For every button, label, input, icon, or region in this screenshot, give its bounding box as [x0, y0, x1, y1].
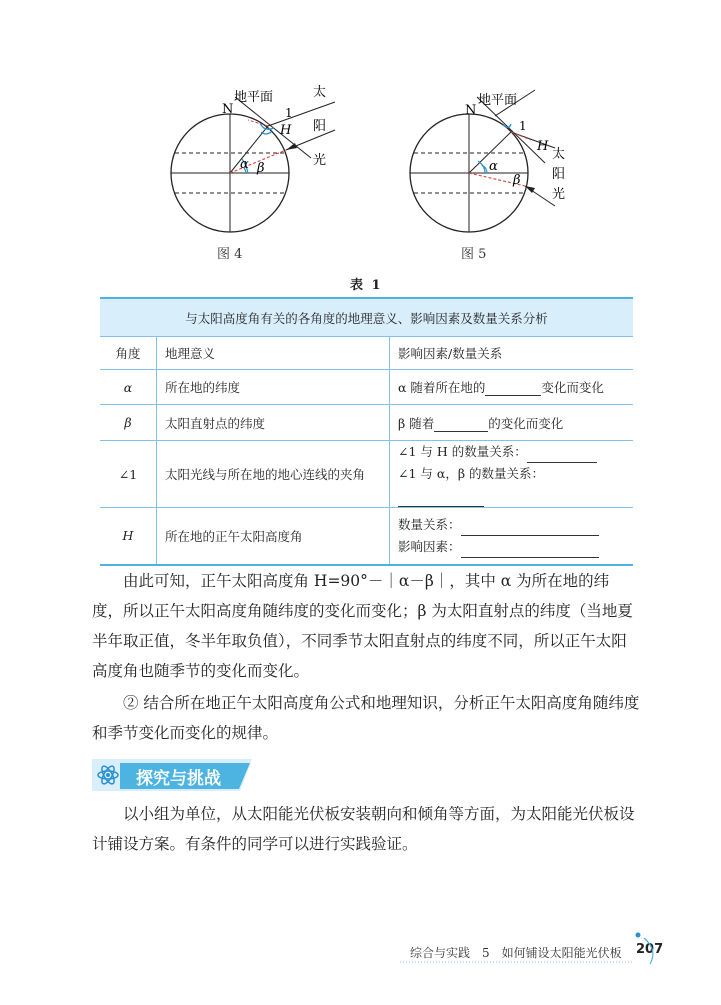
fig5-label-1: 1: [519, 119, 527, 133]
row-factors-line-2: 影响因素：: [398, 538, 461, 554]
table-row: [100, 508, 633, 565]
figure-5: [405, 88, 595, 278]
fig4-label-1: 1: [285, 106, 293, 120]
analysis-table: [100, 297, 633, 566]
section-header: [92, 759, 252, 791]
fig4-label-h: H: [280, 123, 292, 138]
row-factors: [390, 405, 634, 441]
row-angle: H: [100, 508, 157, 565]
figure-5-caption: 图 5: [461, 247, 487, 262]
fig5-label-alpha: α: [489, 159, 498, 174]
row-factors-text-b: 变化而变化: [541, 380, 604, 395]
table-row: [100, 370, 633, 405]
column-header-meaning: 地理意义: [157, 337, 390, 370]
fig5-sun-char-1: 太: [552, 147, 566, 162]
page-decoration: [400, 930, 665, 970]
page-number: 207: [636, 942, 664, 957]
section-title: 探究与挑战: [136, 769, 221, 789]
row-factors-line-1: 数量关系：: [398, 516, 461, 532]
fill-blank[interactable]: [485, 381, 541, 396]
fig5-label-beta: β: [513, 173, 521, 188]
fig5-sun-char-2: 阳: [552, 167, 566, 182]
fig5-label-n: N: [465, 103, 477, 118]
fig4-label-n: N: [222, 102, 234, 117]
table-title: 表 1: [350, 278, 383, 293]
row-factors-text-a: β 随着: [398, 415, 435, 431]
column-header-factors: 影响因素/数量关系: [390, 337, 634, 370]
table-row: [100, 405, 633, 441]
fig5-label-h: H: [537, 139, 549, 154]
row-meaning: 所在地的正午太阳高度角: [157, 508, 390, 565]
row-factors: [390, 441, 634, 508]
fill-blank[interactable]: [461, 543, 599, 558]
row-factors-line-1: ∠1 与 H 的数量关系：: [398, 444, 527, 459]
fig4-label-beta: β: [257, 161, 265, 176]
fill-blank[interactable]: [434, 417, 488, 432]
row-angle: β: [100, 405, 157, 441]
table-header-row: [100, 298, 633, 337]
row-factors: [390, 508, 634, 565]
column-header-angle: 角度: [100, 337, 157, 370]
paragraph-2: ② 结合所在地正午太阳高度角公式和地理知识，分析正午太阳高度角随纬度和季节变化而变化的规律。: [92, 694, 640, 742]
fig4-label-horizon: 地平面: [234, 90, 274, 105]
fig4-sun-char-2: 阳: [313, 119, 327, 134]
paragraph-1: 由此可知，正午太阳高度角 H=90°－｜α－β｜，其中 α 为所在地的纬度，所以正午太阳高度角随纬度的变化而变化；β 为太阳直射点的纬度（当地夏半年取正值，冬半年取负值），不同季节太阳直射点的纬度不同，所以正午太阳高度角也随季节的变化而变化。: [92, 572, 633, 680]
row-factors-line-2: ∠1 与 α，β 的数量关系：: [398, 466, 545, 481]
footer-text: 综合与实践 5 如何铺设太阳能光伏板: [410, 946, 622, 960]
table-header: 与太阳高度角有关的各角度的地理意义、影响因素及数量关系分析: [100, 298, 633, 337]
row-meaning: 所在地的纬度: [157, 370, 390, 405]
row-angle: ∠1: [100, 441, 157, 508]
fig4-sun-char-3: 光: [313, 153, 327, 168]
fill-blank[interactable]: [398, 492, 484, 507]
figure-4: [160, 80, 350, 270]
row-meaning: 太阳光线与所在地的地心连线的夹角: [157, 441, 390, 508]
fig5-sun-char-3: 光: [552, 187, 566, 202]
row-factors-text-a: α 随着所在地的: [398, 380, 486, 395]
fill-blank[interactable]: [461, 521, 599, 536]
row-angle: α: [100, 370, 157, 405]
fig4-sun-char-1: 太: [313, 85, 327, 100]
fill-blank[interactable]: [527, 448, 597, 463]
row-factors: [390, 370, 634, 405]
table-column-row: [100, 337, 633, 370]
section-body: 以小组为单位，从太阳能光伏板安装朝向和倾角等方面，为太阳能光伏板设计铺设方案。有条件的同学可以进行实践验证。: [92, 805, 635, 853]
table-row: [100, 441, 633, 508]
row-meaning: 太阳直射点的纬度: [157, 405, 390, 441]
figure-4-caption: 图 4: [217, 247, 243, 262]
fig4-label-alpha: α: [240, 157, 249, 172]
fig5-label-horizon: 地平面: [478, 93, 518, 108]
row-factors-text-b: 的变化而变化: [488, 415, 564, 431]
atom-icon: [96, 763, 120, 787]
